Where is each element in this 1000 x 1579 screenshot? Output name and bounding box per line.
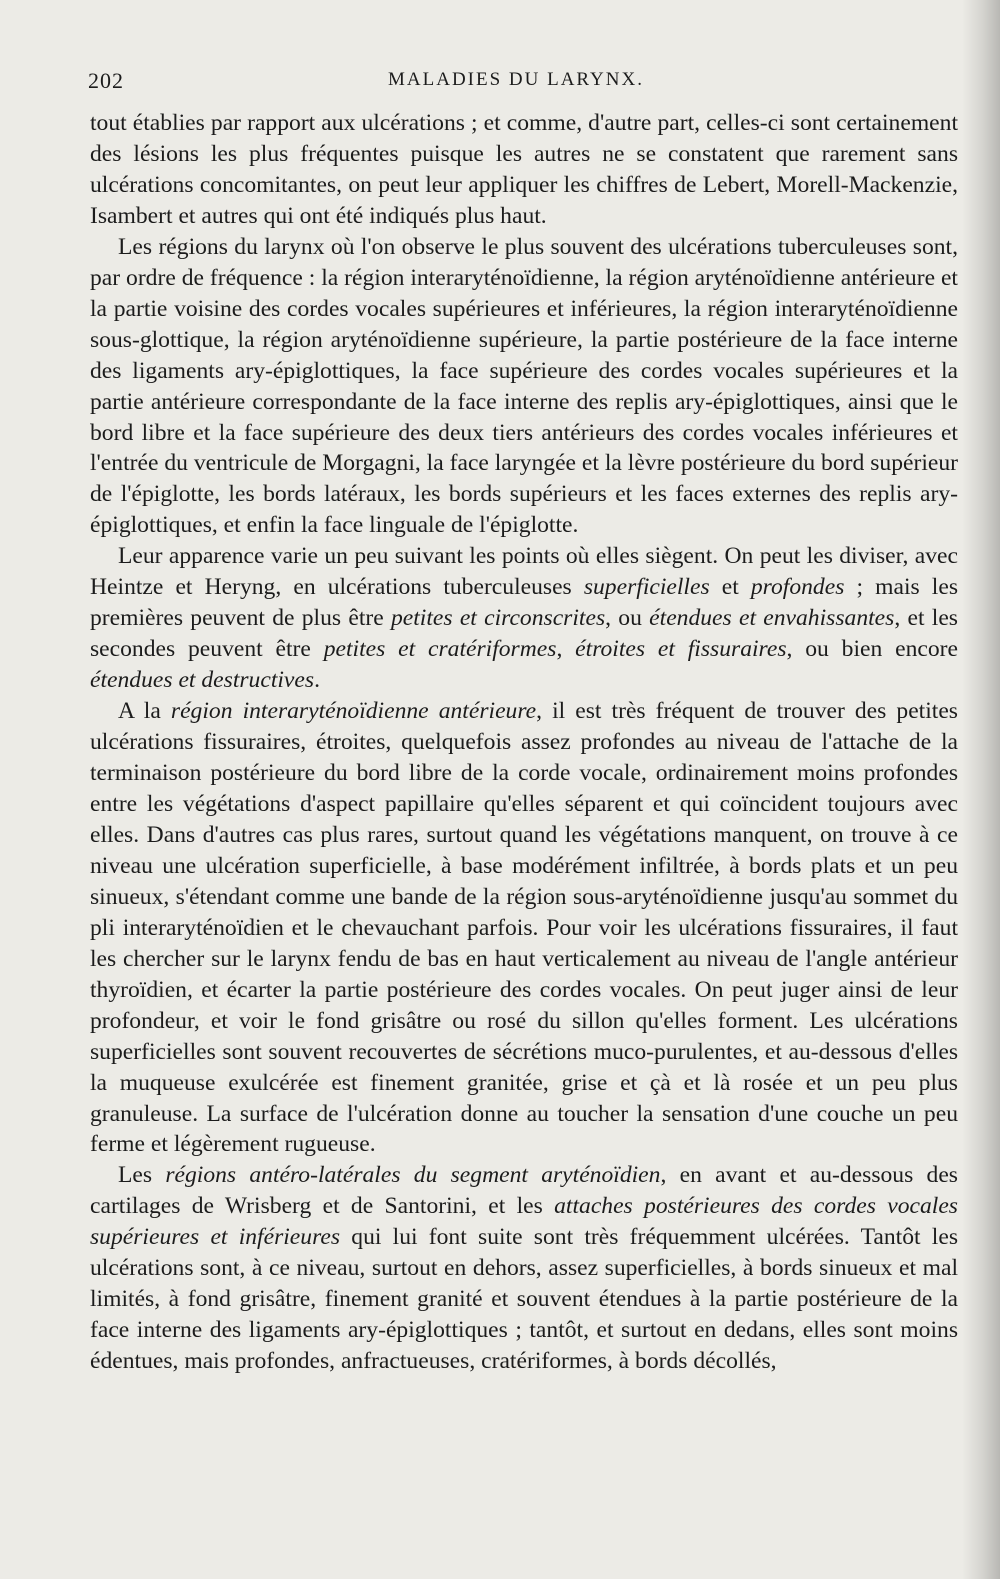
- italic-text: superficielles: [583, 574, 710, 601]
- paragraph: [90, 232, 958, 542]
- text-run: , et les secondes peuvent être: [90, 605, 958, 663]
- text-run: Les régions du larynx où l'on observe le plus souvent des ulcérations tuberculeuses sont, par ordre de fréquence : la région interaryténoïdienne, la région aryténoïdienne antérieure et la partie voisine des cordes vocales supérieures et inférieures, la région interaryténoïdienne sous-glottique, la région aryténoïdienne supérieure, la partie postérieure de la face interne des ligaments ary-épiglottiques, la face supérieure des cordes vocales supérieures et la partie antérieure correspondante de la face interne des replis ary-épiglottiques, ainsi que le bord libre et la face supérieure des deux tiers antérieurs des cordes vocales inférieures et l'entrée du ventricule de Morgagni, la face laryngée et la lèvre postérieure du bord supérieur de l'épiglotte, les bords latéraux, les bords supérieurs et les faces externes des replis ary-épiglottiques, et enfin la face linguale de l'épiglotte.: [90, 233, 958, 539]
- text-run: qui lui font suite sont très fréquemment ulcérées. Tantôt les ulcérations sont, à ce niveau, surtout en dehors, assez superficielles, à bords sinueux et mal limités, à fond grisâtre, finement granité et souvent étendues à la partie postérieure de la face interne des ligaments ary-épiglottiques ; tantôt, et surtout en dedans, elles sont moins édentues, mais profondes, anfractueuses, cratériformes, à bords décollés,: [90, 1224, 958, 1375]
- text-run: et: [709, 574, 751, 601]
- body-text: [90, 108, 958, 1377]
- italic-text: région interaryténoïdienne antérieure: [170, 698, 537, 725]
- italic-text: étendues et envahissantes: [649, 605, 895, 632]
- text-run: Leur apparence varie un peu suivant les points où elles siègent. On peut les diviser, avec Heintze et Heryng, en ulcérations tuberculeuses: [90, 543, 958, 601]
- italic-text: petites et cratériformes: [323, 636, 557, 663]
- text-run: A la: [118, 698, 171, 725]
- page-header: [88, 68, 960, 102]
- paragraph: [90, 696, 958, 1160]
- text-run: , il est très fréquent de trouver des petites ulcérations fissuraires, étroites, quelquefois assez profondes au niveau de l'attache de la terminaison postérieure du bord libre de la corde vocale, ordinairement moins profondes entre les végétations d'aspect papillaire qu'elles séparent et qui coïncident toujours avec elles. Dans d'autres cas plus rares, surtout quand les végétations manquent, on trouve à ce niveau une ulcération superficielle, à base modérément infiltrée, à bords plats et un peu sinueux, s'étendant comme une bande de la région sous-aryténoïdienne jusqu'au sommet du pli interaryténoïdien et le chevauchant parfois. Pour voir les ulcérations fissuraires, il faut les chercher sur le larynx fendu de bas en haut verticalement au niveau de l'angle antérieur thyroïdien, et écarter la partie postérieure des cordes vocales. On peut juger ainsi de leur profondeur, et voir le fond grisâtre ou rosé du sillon qu'elles forment. Les ulcérations superficielles sont souvent recouvertes de sécrétions muco-purulentes, et au-dessous d'elles la muqueuse exulcérée est finement granitée, grise et çà et là rosée et un peu plus granuleuse. La surface de l'ulcération donne au toucher la sensation d'une couche un peu ferme et légèrement rugueuse.: [90, 698, 958, 1158]
- text-run: Les: [118, 1162, 166, 1189]
- text-run: , ou bien encore: [786, 636, 959, 663]
- italic-text: étroites et fissuraires: [575, 636, 787, 663]
- running-head: MALADIES DU LARYNX.: [388, 69, 644, 90]
- paragraph: [90, 541, 958, 696]
- text-run: .: [314, 667, 320, 694]
- text-run: ; mais les premières peuvent de plus être: [90, 574, 958, 632]
- text-run: ,: [556, 636, 576, 663]
- paragraph: [90, 1160, 958, 1377]
- italic-text: étendues et destructives: [90, 667, 315, 694]
- page-number: 202: [88, 68, 124, 93]
- italic-text: attaches postérieures des cordes vocales supérieures et inférieures: [90, 1193, 958, 1251]
- text-run: tout établies par rapport aux ulcérations ; et comme, d'autre part, celles-ci sont certainement des lésions les plus fréquentes puisque les autres ne se constatent que rarement sans ulcérations concomitantes, on peut leur appliquer les chiffres de Lebert, Morell-Mackenzie, Isambert et autres qui ont été indiqués plus haut.: [90, 110, 958, 229]
- page-gutter-shadow: [962, 0, 1000, 1579]
- paragraph: [90, 108, 958, 232]
- italic-text: petites et circonscrites: [390, 605, 606, 632]
- italic-text: régions antéro-latérales du segment aryténoïdien: [165, 1162, 661, 1189]
- text-run: , en avant et au-dessous des cartilages de Wrisberg et de Santorini, et les: [90, 1162, 958, 1220]
- text-run: , ou: [605, 605, 650, 632]
- italic-text: profondes: [750, 574, 845, 601]
